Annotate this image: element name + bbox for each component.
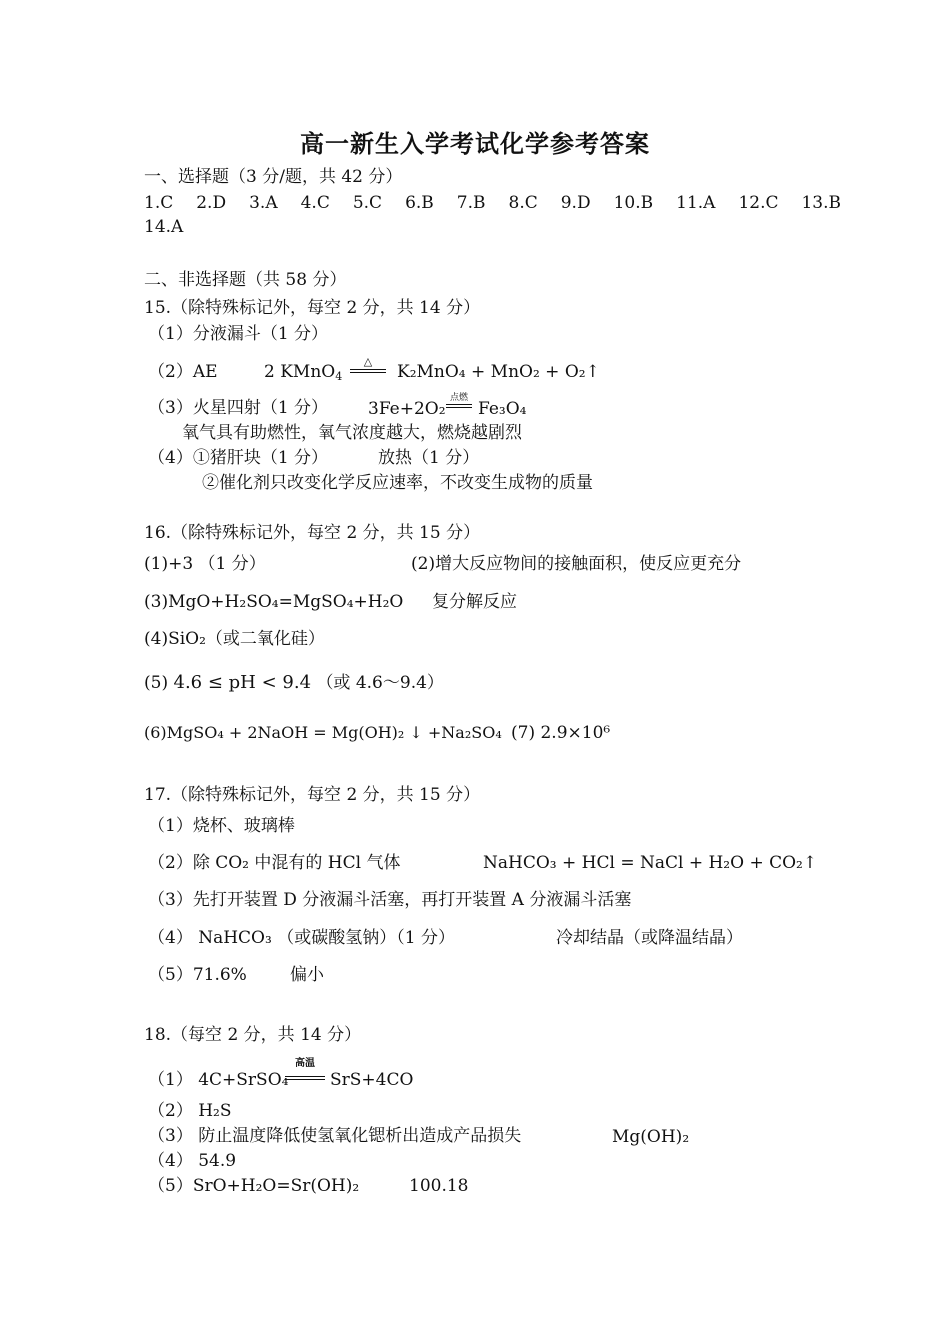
q15-answer-4-note: ②催化剂只改变化学反应速率，不改变生成物的质量 bbox=[202, 473, 593, 493]
q17-answer-4-second: 冷却结晶（或降温结晶） bbox=[556, 928, 743, 948]
ignition-label: 点燃 bbox=[449, 393, 468, 403]
mcq-answer: 1.C bbox=[144, 193, 174, 213]
mcq-answer: 10.B bbox=[613, 193, 654, 213]
mcq-answer: 9.D bbox=[560, 193, 591, 213]
q16-answer-7: (7) 2.9×10⁶ bbox=[511, 723, 611, 743]
q15-equation-left: 2 KMnO$_4$ bbox=[264, 362, 343, 383]
q15-equation3-right: Fe₃O₄ bbox=[478, 399, 527, 419]
q15-equation-right: K₂MnO₄ + MnO₂ + O₂↑ bbox=[397, 362, 600, 382]
q18-answer-5-second: 100.18 bbox=[409, 1176, 469, 1196]
ignition-condition bbox=[446, 394, 472, 408]
q17-header: 17.（除特殊标记外，每空 2 分，共 15 分） bbox=[144, 785, 481, 805]
mcq-answer: 11.A bbox=[676, 193, 716, 213]
high-temp-label: 高温 bbox=[295, 1058, 315, 1069]
q15-equation3-left: 3Fe+2O₂ bbox=[368, 399, 446, 419]
q17-answer-5: （5）71.6% bbox=[148, 965, 247, 985]
high-temp-condition bbox=[285, 1058, 325, 1080]
mcq-answer: 3.A bbox=[249, 193, 278, 213]
mcq-answer: 12.C bbox=[738, 193, 779, 213]
q18-answer-1-right: SrS+4CO bbox=[330, 1070, 414, 1090]
section2-header: 二、非选择题（共 58 分） bbox=[144, 270, 347, 290]
q18-answer-2: （2） H₂S bbox=[148, 1101, 232, 1121]
mcq-answer-last: 14.A bbox=[144, 217, 184, 237]
q15-answer-4-label: （4）①猪肝块（1 分） bbox=[148, 448, 329, 468]
mcq-answer: 13.B bbox=[801, 193, 842, 213]
q18-answer-3: （3） 防止温度降低使氢氧化锶析出造成产品损失 bbox=[148, 1126, 522, 1146]
mcq-answer: 5.C bbox=[352, 193, 383, 213]
q15-header: 15.（除特殊标记外，每空 2 分，共 14 分） bbox=[144, 298, 481, 318]
ph-range: 4.6 ≤ pH < 9.4 bbox=[173, 672, 312, 693]
q15-answer-3-label: （3）火星四射（1 分） bbox=[148, 398, 329, 418]
q16-answer-5: (5) 4.6 ≤ pH < 9.4 （或 4.6～9.4） bbox=[144, 672, 444, 693]
q17-answer-3: （3）先打开装置 D 分液漏斗活塞，再打开装置 A 分液漏斗活塞 bbox=[148, 890, 632, 910]
q16-answer-2: (2)增大反应物间的接触面积，使反应更充分 bbox=[411, 554, 742, 574]
heat-condition bbox=[350, 356, 386, 373]
q16-header: 16.（除特殊标记外，每空 2 分，共 15 分） bbox=[144, 523, 481, 543]
q18-answer-5: （5）SrO+H₂O=Sr(OH)₂ bbox=[148, 1176, 360, 1196]
q16-answer-3-type: 复分解反应 bbox=[432, 592, 517, 612]
q18-header: 18.（每空 2 分，共 14 分） bbox=[144, 1025, 362, 1045]
q17-answer-5-second: 偏小 bbox=[290, 965, 324, 985]
q16-answer-4: (4)SiO₂（或二氧化硅） bbox=[144, 629, 325, 649]
q16-answer-6: (6)MgSO₄ + 2NaOH = Mg(OH)₂ ↓ +Na₂SO₄ bbox=[144, 723, 502, 742]
q17-answer-1: （1）烧杯、玻璃棒 bbox=[148, 816, 295, 836]
mcq-answers bbox=[144, 192, 864, 214]
mcq-answer: 4.C bbox=[300, 193, 330, 213]
q15-answer-2-label: （2）AE bbox=[148, 362, 218, 382]
q15-answer-4-second: 放热（1 分） bbox=[378, 448, 480, 468]
q17-answer-2: （2）除 CO₂ 中混有的 HCl 气体 bbox=[148, 853, 401, 873]
q18-answer-4: （4） 54.9 bbox=[148, 1151, 237, 1171]
mcq-answer: 2.D bbox=[196, 193, 227, 213]
q17-answer-4: （4） NaHCO₃ （或碳酸氢钠）（1 分） bbox=[148, 928, 455, 948]
mcq-answer: 6.B bbox=[405, 193, 434, 213]
q18-answer-3-second: Mg(OH)₂ bbox=[612, 1127, 690, 1147]
heat-symbol: △ bbox=[363, 355, 373, 368]
q15-answer-1: （1）分液漏斗（1 分） bbox=[148, 324, 329, 344]
page-title: 高一新生入学考试化学参考答案 bbox=[300, 129, 650, 158]
q16-answer-3: (3)MgO+H₂SO₄=MgSO₄+H₂O bbox=[144, 592, 404, 612]
mcq-answer: 7.B bbox=[456, 193, 486, 213]
q18-answer-1-left: （1） 4C+SrSO₄ bbox=[148, 1070, 289, 1090]
q15-answer-3-note: 氧气具有助燃性，氧气浓度越大，燃烧越剧烈 bbox=[182, 423, 522, 443]
mcq-answer: 8.C bbox=[508, 193, 538, 213]
q16-answer-1: (1)+3 （1 分） bbox=[144, 554, 266, 574]
section1-header: 一、选择题（3 分/题，共 42 分） bbox=[144, 167, 403, 187]
q17-answer-2-equation: NaHCO₃ + HCl = NaCl + H₂O + CO₂↑ bbox=[483, 853, 818, 873]
